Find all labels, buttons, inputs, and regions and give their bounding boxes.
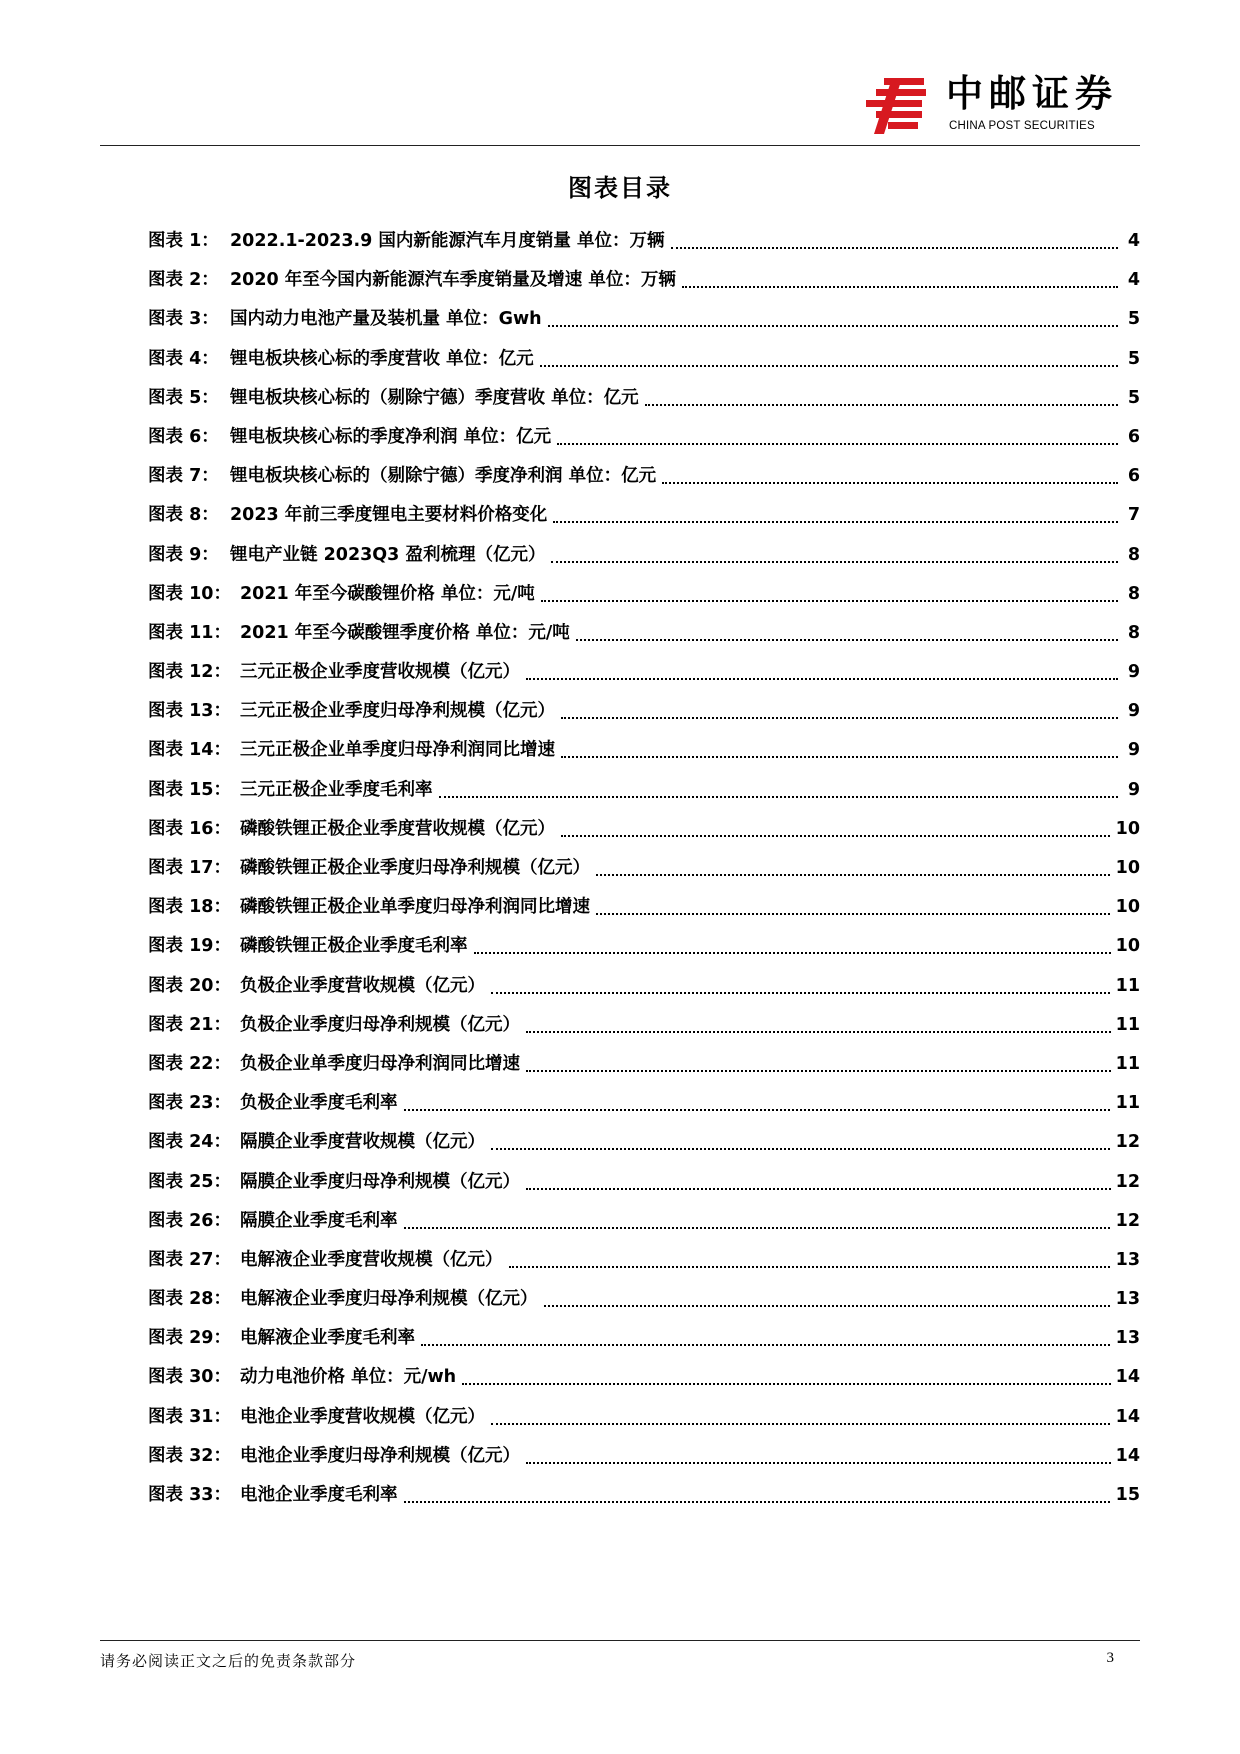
- toc-entry-page: 12: [1112, 1163, 1140, 1202]
- toc-entry-label: 图表 19：: [148, 936, 231, 957]
- header-divider: [100, 145, 1140, 146]
- toc-entry[interactable]: [148, 1398, 1140, 1437]
- toc-leader-dots: [662, 482, 1118, 484]
- toc-entry-label: 图表 30：: [148, 1367, 231, 1388]
- toc-leader-dots: [526, 1031, 1118, 1033]
- toc-entry[interactable]: [148, 496, 1140, 535]
- toc-entry-title: 三元正极企业单季度归母净利润同比增速: [240, 731, 561, 770]
- toc-entry-label: 图表 9：: [148, 544, 219, 565]
- toc-entry-label: 图表 7：: [148, 466, 219, 487]
- toc-leader-dots: [548, 325, 1118, 327]
- toc-entry-page: 14: [1112, 1398, 1140, 1437]
- toc-entry-label: 图表 29：: [148, 1328, 231, 1349]
- brand-name-en: CHINA POST SECURITIES: [949, 120, 1095, 132]
- toc-entry-label: 图表 6：: [148, 426, 219, 447]
- toc-entry-title: 磷酸铁锂正极企业季度毛利率: [240, 927, 474, 966]
- china-post-logo-icon: [862, 76, 934, 136]
- toc-entry-page: 8: [1124, 575, 1140, 614]
- toc-entry-label: 图表 22：: [148, 1053, 231, 1074]
- toc-entry[interactable]: [148, 614, 1140, 653]
- toc-leader-dots: [561, 756, 1118, 758]
- toc-entry[interactable]: [148, 692, 1140, 731]
- toc-entry[interactable]: [148, 222, 1140, 261]
- toc-leader-dots: [561, 835, 1118, 837]
- toc-entry-page: 9: [1124, 771, 1140, 810]
- toc-entry-page: 11: [1112, 1084, 1140, 1123]
- toc-entry-label: 图表 27：: [148, 1249, 231, 1270]
- toc-entry-page: 4: [1124, 222, 1140, 261]
- toc-leader-dots: [526, 678, 1118, 680]
- page-title: 图表目录: [568, 174, 672, 202]
- toc-entry-page: 9: [1124, 731, 1140, 770]
- toc-leader-dots: [541, 600, 1118, 602]
- toc-leader-dots: [557, 443, 1118, 445]
- toc-entry-label: 图表 10：: [148, 583, 231, 604]
- toc-entry-page: 10: [1112, 810, 1140, 849]
- toc-entry-page: 10: [1112, 849, 1140, 888]
- toc-entry-page: 5: [1124, 379, 1140, 418]
- toc-entry[interactable]: [148, 1163, 1140, 1202]
- toc-leader-dots: [553, 521, 1118, 523]
- toc-entry-title: 2023 年前三季度锂电主要材料价格变化: [230, 496, 553, 535]
- toc-leader-dots: [576, 639, 1118, 641]
- toc-entry-label: 图表 23：: [148, 1093, 231, 1114]
- toc-entry-page: 9: [1124, 653, 1140, 692]
- toc-entry-label: 图表 26：: [148, 1210, 231, 1231]
- toc-entry[interactable]: [148, 1006, 1140, 1045]
- toc-entry-page: 11: [1112, 1045, 1140, 1084]
- toc-leader-dots: [404, 1109, 1118, 1111]
- toc-leader-dots: [526, 1462, 1118, 1464]
- toc-entry[interactable]: [148, 1123, 1140, 1162]
- toc-entry-label: 图表 3：: [148, 309, 219, 330]
- toc-entry-label: 图表 20：: [148, 975, 231, 996]
- toc-entry-label: 图表 18：: [148, 897, 231, 918]
- toc-leader-dots: [439, 796, 1118, 798]
- toc-entry-page: 13: [1112, 1241, 1140, 1280]
- toc-entry[interactable]: [148, 1241, 1140, 1280]
- table-of-figures: [148, 222, 1140, 1515]
- toc-entry-page: 8: [1124, 614, 1140, 653]
- toc-entry-label: 图表 24：: [148, 1132, 231, 1153]
- toc-entry-title: 磷酸铁锂正极企业单季度归母净利润同比增速: [240, 888, 596, 927]
- toc-leader-dots: [404, 1501, 1118, 1503]
- toc-leader-dots: [491, 1148, 1118, 1150]
- footer-divider: [100, 1640, 1140, 1641]
- toc-entry[interactable]: [148, 771, 1140, 810]
- toc-entry-page: 6: [1124, 457, 1140, 496]
- toc-entry[interactable]: [148, 967, 1140, 1006]
- toc-entry-label: 图表 28：: [148, 1289, 231, 1310]
- toc-entry-title: 电池企业季度毛利率: [240, 1476, 404, 1515]
- toc-entry-title: 三元正极企业季度营收规模（亿元）: [240, 653, 526, 692]
- toc-entry-title: 国内动力电池产量及装机量 单位：Gwh: [230, 300, 548, 339]
- toc-entry-title: 隔膜企业季度毛利率: [240, 1202, 404, 1241]
- toc-entry-page: 10: [1112, 927, 1140, 966]
- toc-leader-dots: [526, 1188, 1118, 1190]
- toc-entry[interactable]: [148, 1358, 1140, 1397]
- toc-entry-label: 图表 21：: [148, 1014, 231, 1035]
- page-header: [100, 60, 1140, 146]
- toc-entry-title: 三元正极企业季度归母净利规模（亿元）: [240, 692, 561, 731]
- toc-entry[interactable]: [148, 340, 1140, 379]
- toc-entry-title: 电解液企业季度毛利率: [240, 1319, 421, 1358]
- toc-leader-dots: [526, 1070, 1118, 1072]
- toc-entry[interactable]: [148, 653, 1140, 692]
- toc-leader-dots: [421, 1344, 1118, 1346]
- toc-entry-title: 隔膜企业季度归母净利规模（亿元）: [240, 1163, 526, 1202]
- toc-entry-title: 电解液企业季度归母净利规模（亿元）: [240, 1280, 544, 1319]
- toc-entry[interactable]: [148, 418, 1140, 457]
- toc-entry[interactable]: [148, 731, 1140, 770]
- toc-leader-dots: [682, 286, 1118, 288]
- toc-entry-page: 11: [1112, 967, 1140, 1006]
- toc-leader-dots: [551, 561, 1118, 563]
- toc-entry[interactable]: [148, 888, 1140, 927]
- toc-entry-label: 图表 2：: [148, 270, 219, 291]
- toc-entry-title: 电池企业季度营收规模（亿元）: [240, 1398, 491, 1437]
- toc-entry-page: 11: [1112, 1006, 1140, 1045]
- toc-entry-title: 2022.1-2023.9 国内新能源汽车月度销量 单位：万辆: [230, 222, 671, 261]
- toc-entry-title: 锂电板块核心标的（剔除宁德）季度净利润 单位：亿元: [230, 457, 662, 496]
- toc-entry-label: 图表 14：: [148, 740, 231, 761]
- toc-entry-title: 2021 年至今碳酸锂季度价格 单位：元/吨: [240, 614, 576, 653]
- toc-entry-page: 14: [1112, 1437, 1140, 1476]
- toc-entry-title: 锂电板块核心标的季度净利润 单位：亿元: [230, 418, 557, 457]
- toc-entry-page: 5: [1124, 300, 1140, 339]
- toc-entry-label: 图表 11：: [148, 622, 231, 643]
- toc-entry[interactable]: [148, 1476, 1140, 1515]
- toc-entry-label: 图表 17：: [148, 858, 231, 878]
- page-number: 3: [1106, 1650, 1114, 1666]
- toc-entry[interactable]: [148, 1319, 1140, 1358]
- toc-entry-label: 图表 15：: [148, 779, 231, 800]
- toc-entry[interactable]: [148, 536, 1140, 575]
- toc-entry-page: 4: [1124, 261, 1140, 300]
- toc-leader-dots: [596, 874, 1118, 876]
- toc-entry-page: 7: [1124, 496, 1140, 535]
- toc-entry-title: 三元正极企业季度毛利率: [240, 771, 439, 810]
- toc-leader-dots: [462, 1383, 1118, 1385]
- toc-entry-label: 图表 12：: [148, 662, 231, 683]
- toc-entry-title: 电池企业季度归母净利规模（亿元）: [240, 1437, 526, 1476]
- toc-entry-title: 负极企业季度营收规模（亿元）: [240, 967, 491, 1006]
- toc-leader-dots: [596, 913, 1118, 915]
- toc-entry[interactable]: [148, 1202, 1140, 1241]
- toc-leader-dots: [540, 365, 1118, 367]
- toc-entry-label: 图表 16：: [148, 818, 231, 839]
- toc-entry-label: 图表 4：: [148, 348, 219, 369]
- toc-entry-page: 5: [1124, 340, 1140, 379]
- toc-entry-title: 电解液企业季度营收规模（亿元）: [240, 1241, 509, 1280]
- toc-entry-page: 8: [1124, 536, 1140, 575]
- toc-leader-dots: [645, 404, 1118, 406]
- toc-entry-title: 锂电板块核心标的季度营收 单位：亿元: [230, 340, 540, 379]
- toc-entry-title: 动力电池价格 单位：元/wh: [240, 1358, 462, 1397]
- toc-entry[interactable]: [148, 1437, 1140, 1476]
- toc-entry-label: 图表 25：: [148, 1171, 231, 1192]
- toc-entry[interactable]: [148, 379, 1140, 418]
- toc-entry-label: 图表 8：: [148, 505, 219, 526]
- toc-entry[interactable]: [148, 849, 1140, 888]
- toc-entry-label: 图表 13：: [148, 701, 231, 722]
- toc-leader-dots: [544, 1305, 1118, 1307]
- toc-leader-dots: [474, 952, 1118, 954]
- toc-entry-page: 15: [1112, 1476, 1140, 1515]
- toc-leader-dots: [671, 247, 1118, 249]
- toc-entry-page: 12: [1112, 1123, 1140, 1162]
- toc-entry-page: 14: [1112, 1358, 1140, 1397]
- toc-entry-title: 锂电板块核心标的（剔除宁德）季度营收 单位：亿元: [230, 379, 645, 418]
- toc-entry-label: 图表 31：: [148, 1406, 231, 1427]
- toc-entry-title: 磷酸铁锂正极企业季度营收规模（亿元）: [240, 810, 561, 849]
- toc-entry-label: 图表 33：: [148, 1485, 231, 1505]
- toc-entry[interactable]: [148, 457, 1140, 496]
- toc-entry-page: 12: [1112, 1202, 1140, 1241]
- toc-entry[interactable]: [148, 1045, 1140, 1084]
- toc-leader-dots: [509, 1266, 1118, 1268]
- toc-entry-label: 图表 5：: [148, 387, 219, 408]
- toc-entry[interactable]: [148, 300, 1140, 339]
- toc-entry-title: 锂电产业链 2023Q3 盈利梳理（亿元）: [230, 536, 551, 575]
- toc-entry-page: 10: [1112, 888, 1140, 927]
- toc-entry[interactable]: [148, 1084, 1140, 1123]
- toc-leader-dots: [491, 1423, 1118, 1425]
- page-footer: [100, 1640, 1140, 1670]
- toc-leader-dots: [561, 717, 1118, 719]
- toc-entry-page: 9: [1124, 692, 1140, 731]
- toc-entry-title: 2020 年至今国内新能源汽车季度销量及增速 单位：万辆: [230, 261, 682, 300]
- toc-entry-title: 负极企业季度毛利率: [240, 1084, 404, 1123]
- toc-entry-page: 6: [1124, 418, 1140, 457]
- brand-name-cn: 中邮证券: [946, 72, 1118, 115]
- toc-entry-title: 负极企业季度归母净利规模（亿元）: [240, 1006, 526, 1045]
- toc-leader-dots: [491, 992, 1118, 994]
- toc-entry[interactable]: [148, 261, 1140, 300]
- toc-entry-page: 13: [1112, 1319, 1140, 1358]
- toc-entry-title: 磷酸铁锂正极企业季度归母净利规模（亿元）: [240, 849, 596, 888]
- toc-leader-dots: [404, 1227, 1118, 1229]
- disclaimer-note: 请务必阅读正文之后的免责条款部分: [100, 1652, 357, 1670]
- toc-entry-page: 13: [1112, 1280, 1140, 1319]
- toc-entry[interactable]: [148, 927, 1140, 966]
- toc-entry-title: 负极企业单季度归母净利润同比增速: [240, 1045, 526, 1084]
- toc-entry[interactable]: [148, 810, 1140, 849]
- toc-entry-title: 2021 年至今碳酸锂价格 单位：元/吨: [240, 575, 541, 614]
- toc-entry-title: 隔膜企业季度营收规模（亿元）: [240, 1123, 491, 1162]
- toc-entry-label: 图表 1：: [148, 231, 219, 251]
- toc-entry[interactable]: [148, 575, 1140, 614]
- toc-entry[interactable]: [148, 1280, 1140, 1319]
- toc-entry-label: 图表 32：: [148, 1445, 231, 1466]
